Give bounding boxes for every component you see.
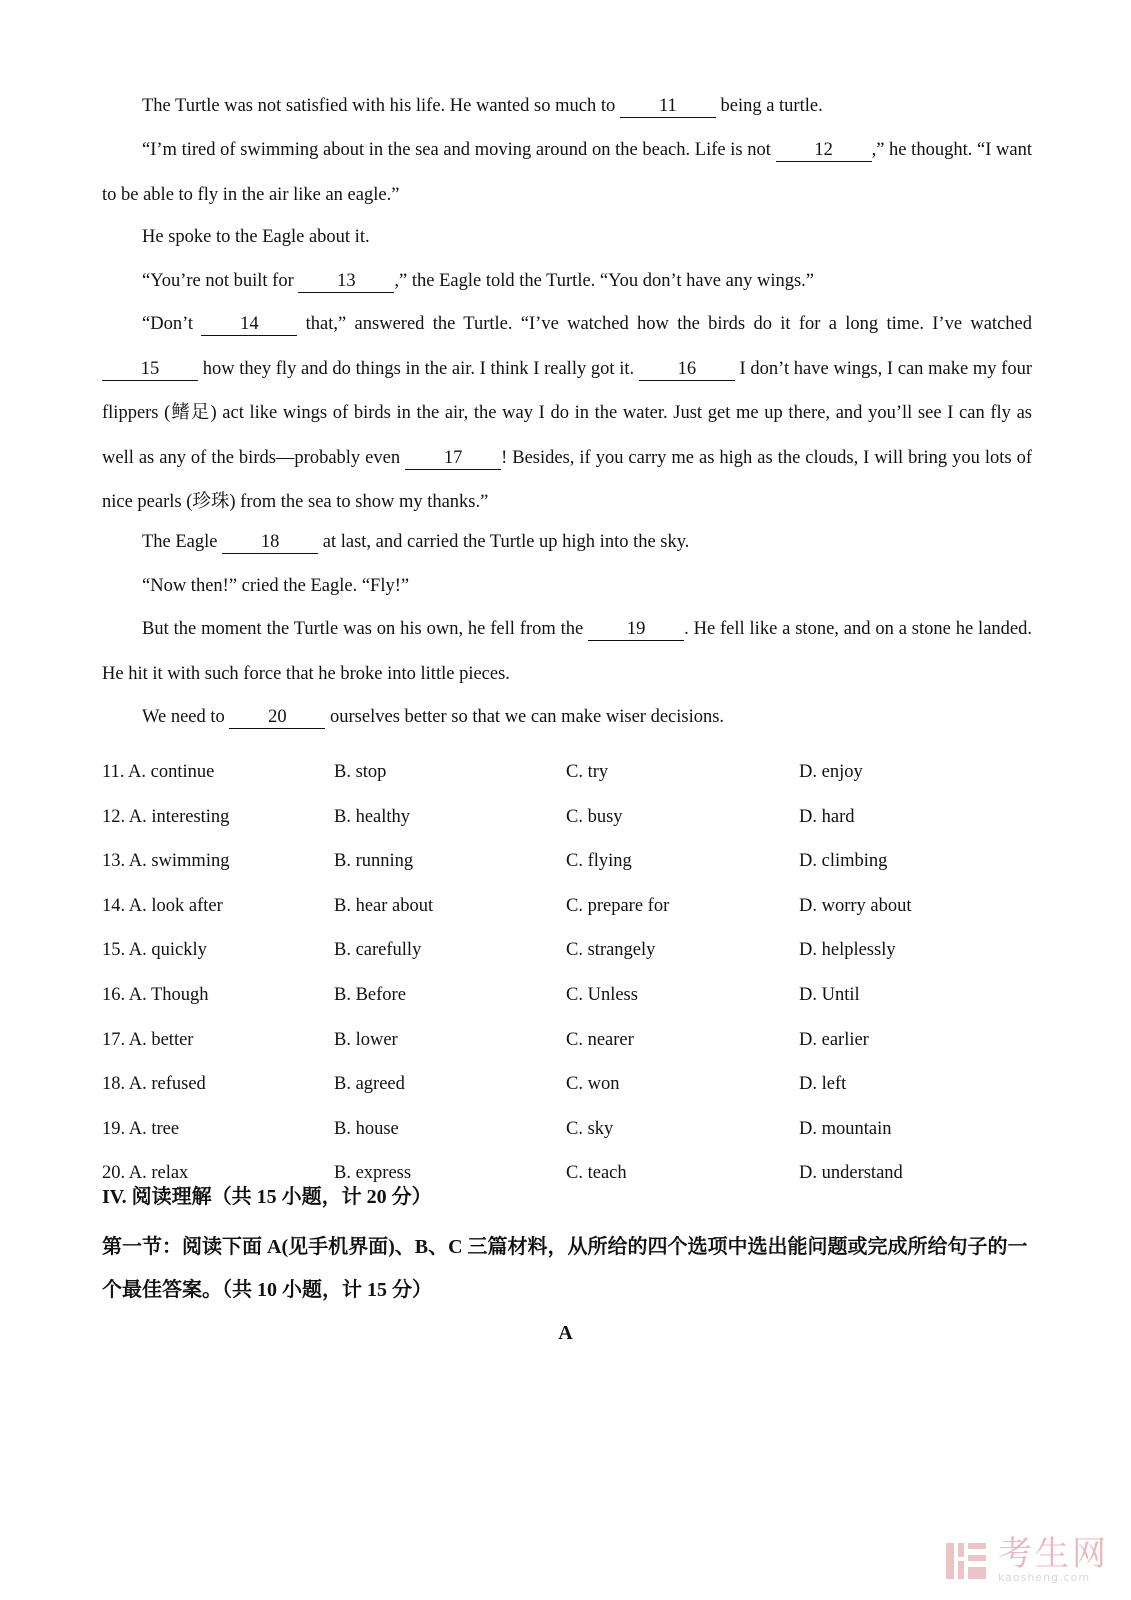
option-choice[interactable]: 13. A. swimming bbox=[102, 851, 230, 872]
option-choice[interactable]: C. Unless bbox=[566, 984, 638, 1005]
question-row bbox=[102, 1030, 1032, 1075]
blank-19[interactable]: 19 bbox=[588, 619, 684, 641]
option-choice[interactable]: 17. A. better bbox=[102, 1029, 194, 1050]
passage-text: I don’t have wings, I can make my four flippers (鳍足) act like wings of birds in the air, the way I do in the water. Just get me up there, and you’ll see I can fly as well as any of the birds—probably even bbox=[102, 358, 1032, 468]
option-choice[interactable]: D. hard bbox=[799, 806, 855, 827]
option-choice[interactable]: C. prepare for bbox=[566, 895, 670, 916]
option-choice[interactable]: D. mountain bbox=[799, 1118, 892, 1139]
option-choice[interactable]: D. earlier bbox=[799, 1029, 869, 1050]
blank-13[interactable]: 13 bbox=[298, 271, 394, 293]
blank-20[interactable]: 20 bbox=[229, 707, 325, 729]
option-choice[interactable]: C. nearer bbox=[566, 1029, 634, 1050]
option-choice[interactable]: D. helplessly bbox=[799, 940, 896, 961]
option-choice[interactable]: D. climbing bbox=[799, 851, 888, 872]
passage-text: being a turtle. bbox=[715, 96, 823, 116]
option-choice[interactable]: 11. A. continue bbox=[102, 762, 215, 782]
passage-paragraph bbox=[102, 128, 1032, 217]
option-choice[interactable]: B. Before bbox=[334, 984, 406, 1005]
passage-text: “Now then!” cried the Eagle. “Fly!” bbox=[142, 576, 410, 596]
question-row bbox=[102, 896, 1032, 941]
option-choice[interactable]: 20. A. relax bbox=[102, 1163, 189, 1184]
option-choice[interactable]: C. won bbox=[566, 1074, 620, 1095]
option-choice[interactable]: C. busy bbox=[566, 806, 623, 827]
option-choice[interactable]: B. hear about bbox=[334, 895, 434, 916]
passage-paragraph bbox=[102, 302, 1032, 525]
passage-text: “Don’t bbox=[142, 314, 202, 334]
options-grid bbox=[102, 762, 1032, 1208]
question-row bbox=[102, 1119, 1032, 1164]
option-choice[interactable]: D. enjoy bbox=[799, 762, 863, 782]
passage-text: . He fell like a stone, and on a stone he landed. He hit it with such force that he broke into little pieces. bbox=[102, 619, 1032, 684]
passage-text: that,” answered the Turtle. “I’ve watched how the birds do it for a long time. I’ve watched bbox=[297, 314, 1032, 334]
section-heading: IV. 阅读理解（共 15 小题，计 20 分） bbox=[102, 1186, 432, 1208]
blank-18[interactable]: 18 bbox=[222, 532, 318, 554]
passage-paragraph bbox=[102, 84, 1032, 129]
watermark-text: 考生网 bbox=[998, 1534, 1109, 1574]
blank-17[interactable]: 17 bbox=[405, 448, 501, 470]
question-row bbox=[102, 807, 1032, 852]
option-choice[interactable]: B. house bbox=[334, 1118, 399, 1139]
blank-15[interactable]: 15 bbox=[102, 359, 198, 381]
option-choice[interactable]: 15. A. quickly bbox=[102, 940, 207, 961]
passage-paragraph bbox=[102, 520, 1032, 565]
subsection-heading: 第一节：阅读下面 A(见手机界面)、B、C 三篇材料，从所给的四个选项中选出能问题或完成所给句子的一个最佳答案。（共 10 小题，计 15 分） bbox=[102, 1236, 1028, 1301]
passage-text: “I’m tired of swimming about in the sea and moving around on the beach. Life is not bbox=[142, 140, 776, 160]
passage-paragraph bbox=[102, 695, 1032, 740]
option-choice[interactable]: 14. A. look after bbox=[102, 895, 223, 916]
passage-paragraph bbox=[102, 259, 1032, 304]
question-row bbox=[102, 940, 1032, 985]
passage-paragraph bbox=[102, 564, 1032, 609]
watermark-url: kaosheng.com bbox=[998, 1571, 1091, 1584]
passage-paragraph bbox=[102, 215, 1032, 260]
option-choice[interactable]: C. teach bbox=[566, 1163, 627, 1184]
watermark bbox=[944, 1536, 1109, 1584]
option-choice[interactable]: D. Until bbox=[799, 984, 860, 1005]
passage-text: He spoke to the Eagle about it. bbox=[142, 227, 370, 247]
option-choice[interactable]: C. sky bbox=[566, 1118, 614, 1139]
passage-paragraph bbox=[102, 607, 1032, 696]
passage-text: “You’re not built for bbox=[142, 271, 299, 291]
passage-text: ! Besides, if you carry me as high as the clouds, I will bring you lots of nice pearls (珍珠) from the sea to show my thanks.” bbox=[102, 447, 1032, 512]
passage-text: how they fly and do things in the air. I think I really got it. bbox=[198, 358, 639, 379]
passage-text: The Eagle bbox=[142, 532, 223, 552]
option-choice[interactable]: B. stop bbox=[334, 762, 387, 782]
option-choice[interactable]: B. carefully bbox=[334, 940, 422, 961]
question-row bbox=[102, 1074, 1032, 1119]
option-choice[interactable]: B. running bbox=[334, 851, 414, 872]
option-choice[interactable]: 12. A. interesting bbox=[102, 806, 230, 827]
passage-text: The Turtle was not satisfied with his life. He wanted so much to bbox=[142, 96, 620, 116]
passage-text: at last, and carried the Turtle up high into the sky. bbox=[318, 532, 690, 552]
blank-12[interactable]: 12 bbox=[776, 140, 872, 162]
option-choice[interactable]: 16. A. Though bbox=[102, 984, 209, 1005]
option-choice[interactable]: 18. A. refused bbox=[102, 1074, 206, 1095]
option-choice[interactable]: B. agreed bbox=[334, 1074, 405, 1095]
option-choice[interactable]: B. express bbox=[334, 1163, 412, 1184]
option-choice[interactable]: C. strangely bbox=[566, 940, 656, 961]
option-choice[interactable]: C. try bbox=[566, 762, 609, 782]
question-row bbox=[102, 851, 1032, 896]
passage-text: ourselves better so that we can make wiser decisions. bbox=[325, 707, 725, 727]
question-row bbox=[102, 762, 1032, 807]
option-choice[interactable]: 19. A. tree bbox=[102, 1118, 180, 1139]
passage-text: But the moment the Turtle was on his own, he fell from the bbox=[142, 619, 589, 639]
option-choice[interactable]: D. left bbox=[799, 1074, 847, 1095]
passage-text: ,” the Eagle told the Turtle. “You don’t have any wings.” bbox=[394, 271, 815, 291]
option-choice[interactable]: D. worry about bbox=[799, 895, 912, 916]
blank-14[interactable]: 14 bbox=[201, 314, 297, 336]
option-choice[interactable]: B. lower bbox=[334, 1029, 398, 1050]
option-choice[interactable]: C. flying bbox=[566, 851, 632, 872]
question-row bbox=[102, 985, 1032, 1030]
watermark-logo-icon bbox=[944, 1537, 990, 1583]
blank-11[interactable]: 11 bbox=[620, 96, 716, 118]
passage-text: ,” he thought. “I want to be able to fly in the air like an eagle.” bbox=[102, 140, 1032, 205]
option-choice[interactable]: B. healthy bbox=[334, 806, 411, 827]
part-label: A bbox=[558, 1322, 573, 1344]
blank-16[interactable]: 16 bbox=[639, 359, 735, 381]
passage-text: We need to bbox=[142, 707, 230, 727]
option-choice[interactable]: D. understand bbox=[799, 1163, 903, 1184]
